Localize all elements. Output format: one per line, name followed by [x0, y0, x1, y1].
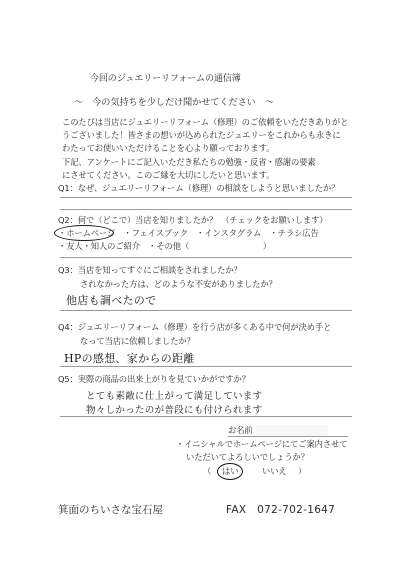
page-title: 今回のジュエリーリフォームの通信簿 [90, 74, 241, 84]
selected-option-circle [54, 225, 114, 241]
name-underline [228, 436, 348, 437]
question-5-handwritten-answer-line-2: 物々しかったのが普段にも付けられます [86, 405, 263, 416]
question-3-followup: されなかった方は、どのような不安がありましたか？ [80, 279, 277, 289]
page-subtitle: 〜 今の気持ちを少しだけ聞かせてください 〜 [74, 97, 274, 108]
intro-line: にさせてください。このご縁を大切にしたいと思います。 [62, 170, 275, 180]
no-option: いいえ [262, 466, 287, 476]
question-3: Q3：当店を知ってすぐにご相談をされましたか？ [58, 265, 242, 275]
question-2: Q2：何で（どこで）当店を知りましたか？ （チェックをお願いします） [58, 215, 328, 225]
intro-line: このたびは当店にジュエリーリフォーム（修理）のご依頼をいただきありがと [62, 117, 349, 127]
permission-question-continued: いただいてよろしいでしょうか？ [186, 452, 309, 462]
question-4: Q4：ジュエリーリフォーム（修理）を行う店が多くある中で何が決め手と [58, 322, 332, 332]
answer-line [60, 366, 352, 367]
shop-name: 箕面のちいさな宝石屋 [58, 504, 163, 516]
name-label: お名前 [228, 425, 253, 435]
yes-selected-circle [217, 463, 243, 480]
answer-line [60, 197, 352, 198]
answer-line [60, 209, 352, 210]
question-4-handwritten-answer: HPの感想、家からの距離 [64, 352, 195, 365]
answer-line [60, 310, 352, 311]
yes-option: はい [222, 466, 239, 476]
question-4-continued: なって当店に依頼しましたか？ [80, 336, 195, 346]
question-5-handwritten-answer-line-1: とても素敵に仕上がって満足しています [86, 391, 263, 402]
yes-open-paren: （ [203, 466, 212, 476]
redacted-name [256, 425, 328, 436]
intro-line: 下記、アンケートにご記入いただき私たちの勉強・反省・感謝の要素 [62, 157, 316, 167]
permission-question: ・イニシャルでホームページにてご案内させて [176, 439, 348, 449]
no-close-paren: ） [298, 466, 307, 476]
answer-line [60, 416, 352, 417]
intro-line: うございました！皆さまの想いが込められたジュエリーをこれからも永きに [62, 130, 341, 140]
shop-fax: FAX 072-702-1647 [226, 504, 336, 516]
question-3-handwritten-answer: 他店も調べたので [66, 294, 157, 307]
intro-line: わたってお使いいただけることを心より願っております。 [62, 143, 275, 153]
question-2-options-row-1: ・ホームページ ・フェイスブック ・インスタグラム ・チラシ広告 [58, 228, 319, 238]
question-2-options-row-2: ・友人・知人のご紹介 ・その他（ ） [58, 241, 272, 251]
question-5: Q5：実際の商品の出来上がりを見ていかがですか？ [58, 374, 250, 384]
question-1: Q1：なぜ、ジュエリーリフォーム（修理）の相談をしようと思いましたか？ [58, 183, 340, 193]
answer-line [60, 257, 352, 258]
